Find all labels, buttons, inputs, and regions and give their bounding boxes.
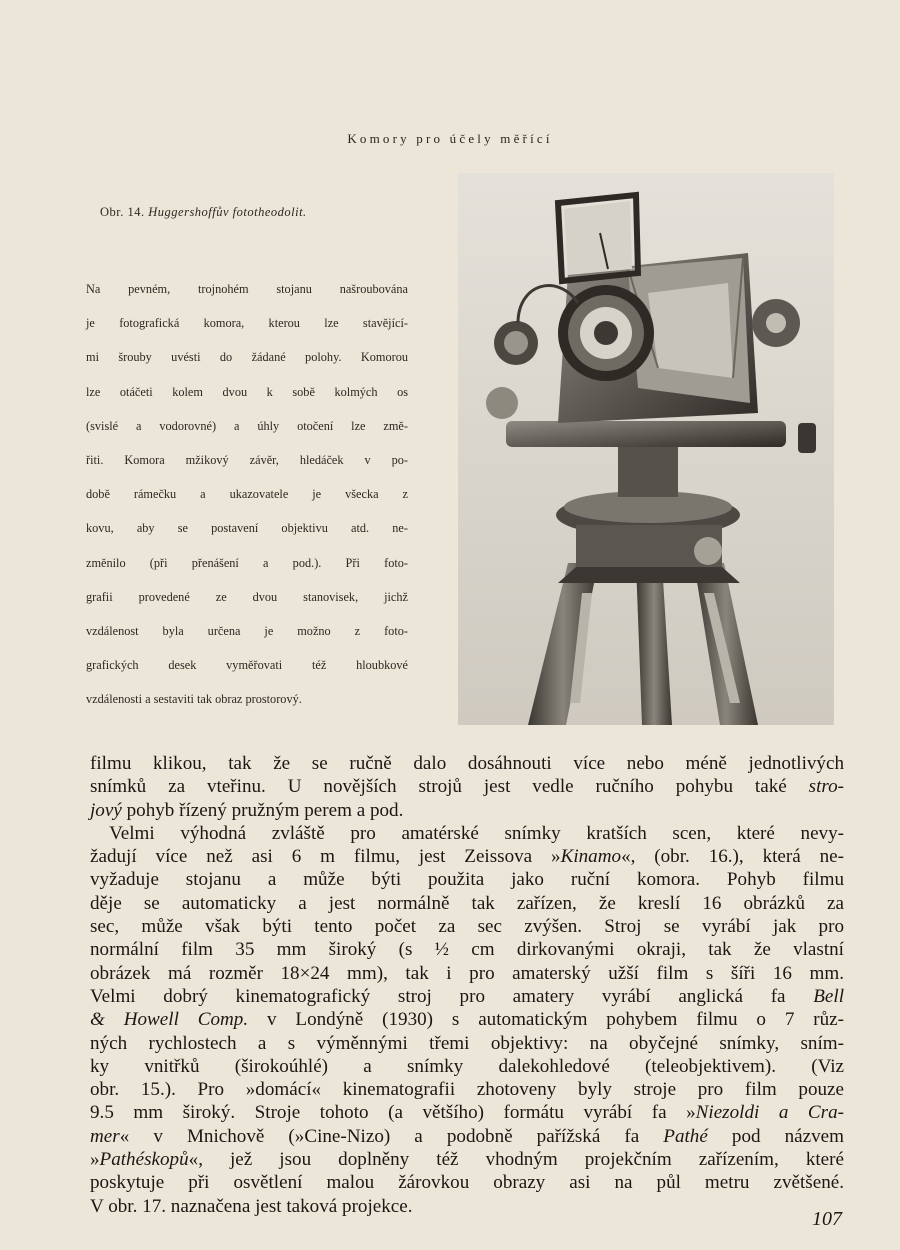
description-line: je fotografická komora, kterou lze stavějící- [86,316,408,331]
text-run: snímků za vteřinu. U novějších strojů jest vedle ručního pohybu také [90,776,787,798]
phototheodolite-photo [458,173,834,725]
description-line: lze otáčeti kolem dvou k sobě kolmých os [86,384,408,399]
emphasis-run: Pathé [663,1125,708,1147]
text-run: Velmi dobrý kinematografický stroj pro amatery vyrábí anglická fa [90,985,786,1007]
text-run: v Londýně (1930) s automatickým pohybem filmu o 7 růz- [267,1009,844,1031]
figure-description [86,272,408,717]
text-run: pod názvem [731,1125,844,1147]
description-line: změnilo (při přenášení a pod.). Při foto- [86,555,408,570]
emphasis-run: jový [90,799,122,821]
text-line [90,1125,844,1148]
emphasis-run: Bell [813,985,844,1007]
text-line [90,915,844,938]
text-line [90,1171,844,1194]
text-line [90,1055,844,1078]
description-line: vzdálenosti a sestaviti tak obraz prostorový. [86,692,302,707]
description-line: době rámečku a ukazovatele je všecka z [86,487,408,502]
description-line: vzdálenost byla určena je možno z foto- [86,624,408,639]
text-line [90,845,844,868]
figure-caption [100,205,430,220]
text-line [90,1008,844,1031]
text-run: vyžaduje stojanu a může býti použita jako ruční komora. Pohyb filmu [90,869,844,891]
text-line [90,962,844,985]
figure-number: Obr. 14. [100,205,145,219]
text-line [90,1032,844,1055]
description-line: mi šrouby uvésti do žádané polohy. Komorou [86,350,408,365]
page-number: 107 [812,1208,842,1230]
text-run: Velmi výhodná zvláště pro amatérské snímky kratších scen, které nevy- [109,822,844,844]
text-run: ky vnitřků (širokoúhlé) a snímky dalekohledové (teleobjektivem). (Viz [90,1055,844,1077]
text-run: normální film 35 mm široký (s ½ cm dirkovanými okraji, tak že vlastní [90,939,844,961]
description-line: grafii provedené ze dvou stanovisek, jichž [86,589,408,604]
text-run: V obr. 17. naznačena jest taková projekce. [90,1195,413,1217]
emphasis-run: Kinamo [560,846,622,868]
description-line: kovu, aby se postavení objektivu atd. ne- [86,521,408,536]
text-line [90,938,844,961]
text-run: děje se automaticky a jest normálně tak zařízen, že kreslí 16 obrázků za [90,892,844,914]
emphasis-run: mer [90,1125,120,1147]
text-line [90,985,844,1008]
text-run: 9.5 mm široký. Stroje tohoto (a většího) formátu vyrábí fa » [90,1102,696,1124]
emphasis-run: Niezoldi a Cra- [695,1102,844,1124]
text-run: filmu klikou, tak že se ručně dalo dosáhnouti více nebo méně jednotlivých [90,753,844,774]
text-run: «, jež jsou doplněny též vhodným projekčním zařízením, které [188,1149,844,1171]
text-line [90,1148,844,1171]
text-run: pohyb řízený pružným perem a pod. [126,799,404,821]
text-run: «, (obr. 16.), která ne- [621,846,844,868]
figure-title: Huggershoffův fototheodolit. [148,205,307,219]
text-run: » [90,1149,100,1171]
text-run: obr. 15.). Pro »domácí« kinematografii zhotoveny byly stroje pro film pouze [90,1079,844,1101]
text-line [90,1078,844,1101]
description-line: grafických desek vyměřovati též hloubkové [86,658,408,673]
text-line [90,775,844,798]
emphasis-run: & Howell Comp. [90,1009,249,1031]
text-run: obrázek má rozměr 18×24 mm), tak i pro amaterský užší film s šíři 16 mm. [90,962,844,984]
description-line: Na pevném, trojnohém stojanu našroubována [86,282,408,296]
emphasis-run: stro- [808,776,845,798]
emphasis-run: Pathéskopů [99,1149,189,1171]
text-run: « v Mnichově (»Cine-Nizo) a podobně pařížská fa [119,1125,640,1147]
text-line [90,752,844,775]
text-run: poskytuje při osvětlení malou žárovkou obrazy asi na půl metru zvětšené. [90,1172,844,1194]
phototheodolite-illustration [458,173,834,725]
text-line [90,892,844,915]
text-line [90,799,844,822]
text-run: žadují více než asi 6 m filmu, jest Zeissova » [90,846,561,868]
text-run: ných rychlostech a s výměnnými třemi objektivy: na obyčejné snímky, sním- [90,1032,844,1054]
main-text [90,752,844,1218]
description-line: řiti. Komora mžikový závěr, hledáček v po- [86,453,408,468]
running-head: Komory pro účely měřící [347,131,553,146]
description-line: (svislé a vodorovné) a úhly otočení lze změ- [86,418,408,433]
text-line [90,1101,844,1124]
text-line [90,822,844,845]
text-run: sec, může však býti tento počet za sec zvýšen. Stroj se vyrábí jak pro [90,916,844,938]
text-line [90,1195,844,1218]
text-line [90,868,844,891]
